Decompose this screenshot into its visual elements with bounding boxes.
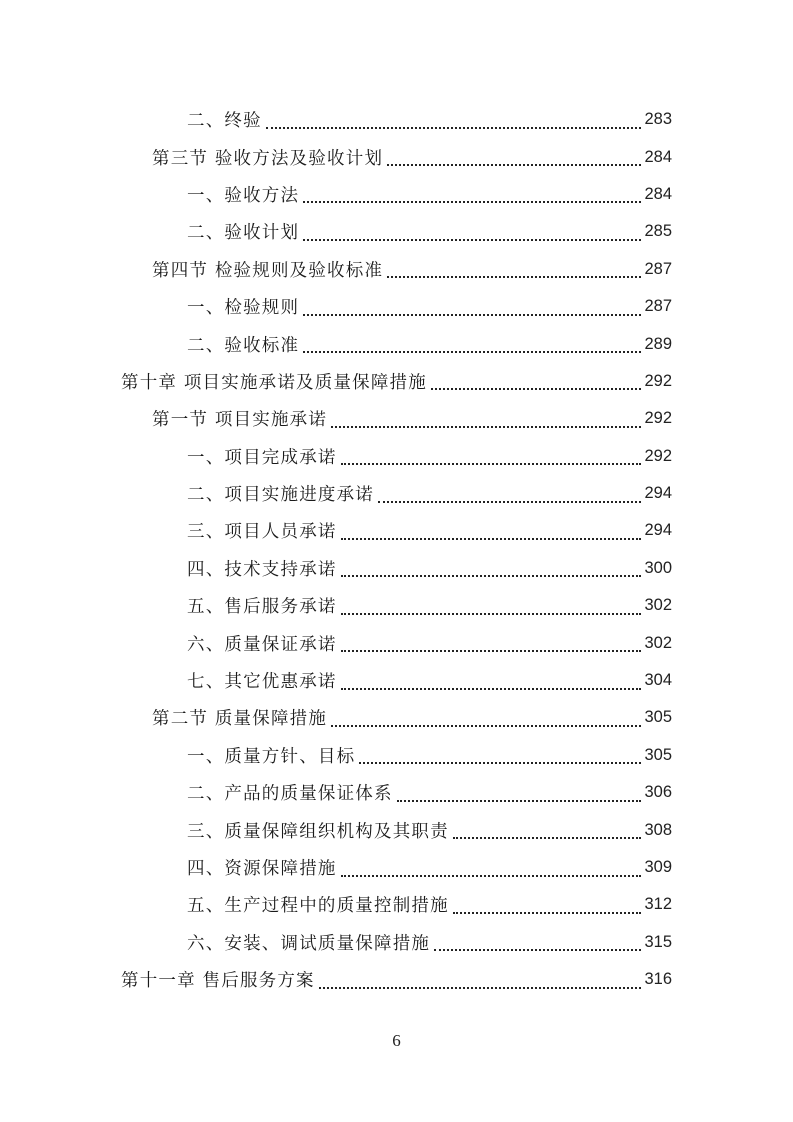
toc-dot-leader <box>319 987 642 989</box>
toc-entry-title: 一、验收方法 <box>187 185 300 206</box>
toc-entry[interactable] <box>0 550 672 587</box>
toc-dot-leader <box>341 688 642 690</box>
toc-entry-title: 六、质量保证承诺 <box>187 634 337 655</box>
toc-dot-leader <box>303 314 641 316</box>
toc-entry[interactable] <box>0 213 672 250</box>
toc-entry[interactable] <box>0 849 672 886</box>
toc-entry-title: 五、生产过程中的质量控制措施 <box>187 896 449 917</box>
toc-entry[interactable] <box>0 662 672 699</box>
toc-dot-leader <box>453 837 642 839</box>
toc-entry-page: 316 <box>644 970 672 989</box>
toc-dot-leader <box>387 276 641 278</box>
toc-entry[interactable] <box>0 811 672 848</box>
toc-dot-leader <box>387 164 641 166</box>
toc-entry-title: 六、安装、调试质量保障措施 <box>187 933 431 954</box>
toc-entry[interactable] <box>0 138 672 175</box>
toc-dot-leader <box>341 613 642 615</box>
toc-entry[interactable] <box>0 325 672 362</box>
toc-entry[interactable] <box>0 961 672 998</box>
toc-entry[interactable] <box>0 400 672 437</box>
toc-dot-leader <box>341 875 642 877</box>
toc-dot-leader <box>331 426 641 428</box>
toc-entry[interactable] <box>0 737 672 774</box>
toc-entry[interactable] <box>0 475 672 512</box>
toc-dot-leader <box>431 388 642 390</box>
toc-dot-leader <box>341 463 642 465</box>
toc-dot-leader <box>341 575 642 577</box>
toc-entry-title: 二、项目实施进度承诺 <box>187 485 374 506</box>
toc-entry-title: 第十章 项目实施承诺及质量保障措施 <box>121 372 427 393</box>
toc-entry-page: 300 <box>644 558 672 577</box>
toc-entry[interactable] <box>0 251 672 288</box>
toc-entry[interactable] <box>0 363 672 400</box>
toc-entry[interactable] <box>0 699 672 736</box>
toc-entry[interactable] <box>0 176 672 213</box>
toc-entry-page: 284 <box>644 184 672 203</box>
toc-entry-page: 285 <box>644 222 672 241</box>
toc-entry-title: 第十一章 售后服务方案 <box>121 971 315 992</box>
table-of-contents <box>0 101 793 998</box>
toc-entry[interactable] <box>0 886 672 923</box>
toc-dot-leader <box>341 650 642 652</box>
toc-entry-title: 第三节 验收方法及验收计划 <box>152 148 384 169</box>
toc-entry-title: 三、项目人员承诺 <box>187 522 337 543</box>
page-number: 6 <box>392 1031 401 1050</box>
toc-entry[interactable] <box>0 774 672 811</box>
toc-entry[interactable] <box>0 512 672 549</box>
toc-dot-leader <box>453 912 642 914</box>
toc-entry-title: 二、验收计划 <box>187 223 300 244</box>
toc-entry-page: 289 <box>644 334 672 353</box>
toc-entry-page: 305 <box>644 745 672 764</box>
toc-entry-page: 294 <box>644 521 672 540</box>
toc-entry-title: 第四节 检验规则及验收标准 <box>152 260 384 281</box>
toc-entry-page: 312 <box>644 895 672 914</box>
toc-dot-leader <box>331 725 641 727</box>
toc-entry-page: 292 <box>644 371 672 390</box>
toc-entry[interactable] <box>0 924 672 961</box>
toc-entry-title: 一、项目完成承诺 <box>187 447 337 468</box>
toc-entry-page: 287 <box>644 259 672 278</box>
toc-entry-page: 284 <box>644 147 672 166</box>
toc-entry-title: 四、技术支持承诺 <box>187 559 337 580</box>
toc-dot-leader <box>434 949 641 951</box>
toc-entry-title: 四、资源保障措施 <box>187 859 337 879</box>
toc-entry-page: 306 <box>644 783 672 802</box>
toc-entry-page: 309 <box>644 858 672 876</box>
toc-dot-leader <box>303 351 641 353</box>
toc-entry-page: 315 <box>644 932 672 951</box>
toc-entry[interactable] <box>0 288 672 325</box>
toc-entry-page: 292 <box>644 446 672 465</box>
toc-dot-leader <box>397 800 642 802</box>
toc-entry-title: 第一节 项目实施承诺 <box>152 410 328 431</box>
toc-entry-page: 287 <box>644 297 672 316</box>
toc-entry-title: 二、验收标准 <box>187 335 300 356</box>
toc-entry-title: 一、检验规则 <box>187 298 300 319</box>
toc-entry-page: 302 <box>644 633 672 652</box>
toc-entry-page: 302 <box>644 596 672 615</box>
toc-entry-page: 294 <box>644 484 672 503</box>
toc-entry-title: 五、售后服务承诺 <box>187 597 337 618</box>
toc-dot-leader <box>266 127 642 129</box>
toc-entry[interactable] <box>0 624 672 661</box>
toc-dot-leader <box>303 239 641 241</box>
toc-entry[interactable] <box>0 587 672 624</box>
toc-entry-title: 二、终验 <box>187 111 262 132</box>
toc-entry[interactable] <box>0 101 672 138</box>
toc-dot-leader <box>341 538 642 540</box>
toc-entry[interactable] <box>0 438 672 475</box>
toc-entry-title: 第二节 质量保障措施 <box>152 709 328 730</box>
toc-dot-leader <box>378 501 641 503</box>
toc-entry-title: 二、产品的质量保证体系 <box>187 784 393 805</box>
toc-entry-title: 七、其它优惠承诺 <box>187 672 337 693</box>
toc-entry-title: 三、质量保障组织机构及其职责 <box>187 821 449 842</box>
toc-entry-page: 292 <box>644 409 672 428</box>
toc-entry-page: 304 <box>644 671 672 690</box>
toc-dot-leader <box>359 762 641 764</box>
toc-entry-page: 283 <box>644 110 672 129</box>
toc-entry-page: 308 <box>644 820 672 839</box>
toc-entry-page: 305 <box>644 708 672 727</box>
toc-entry-title: 一、质量方针、目标 <box>187 746 356 767</box>
toc-dot-leader <box>303 201 641 203</box>
